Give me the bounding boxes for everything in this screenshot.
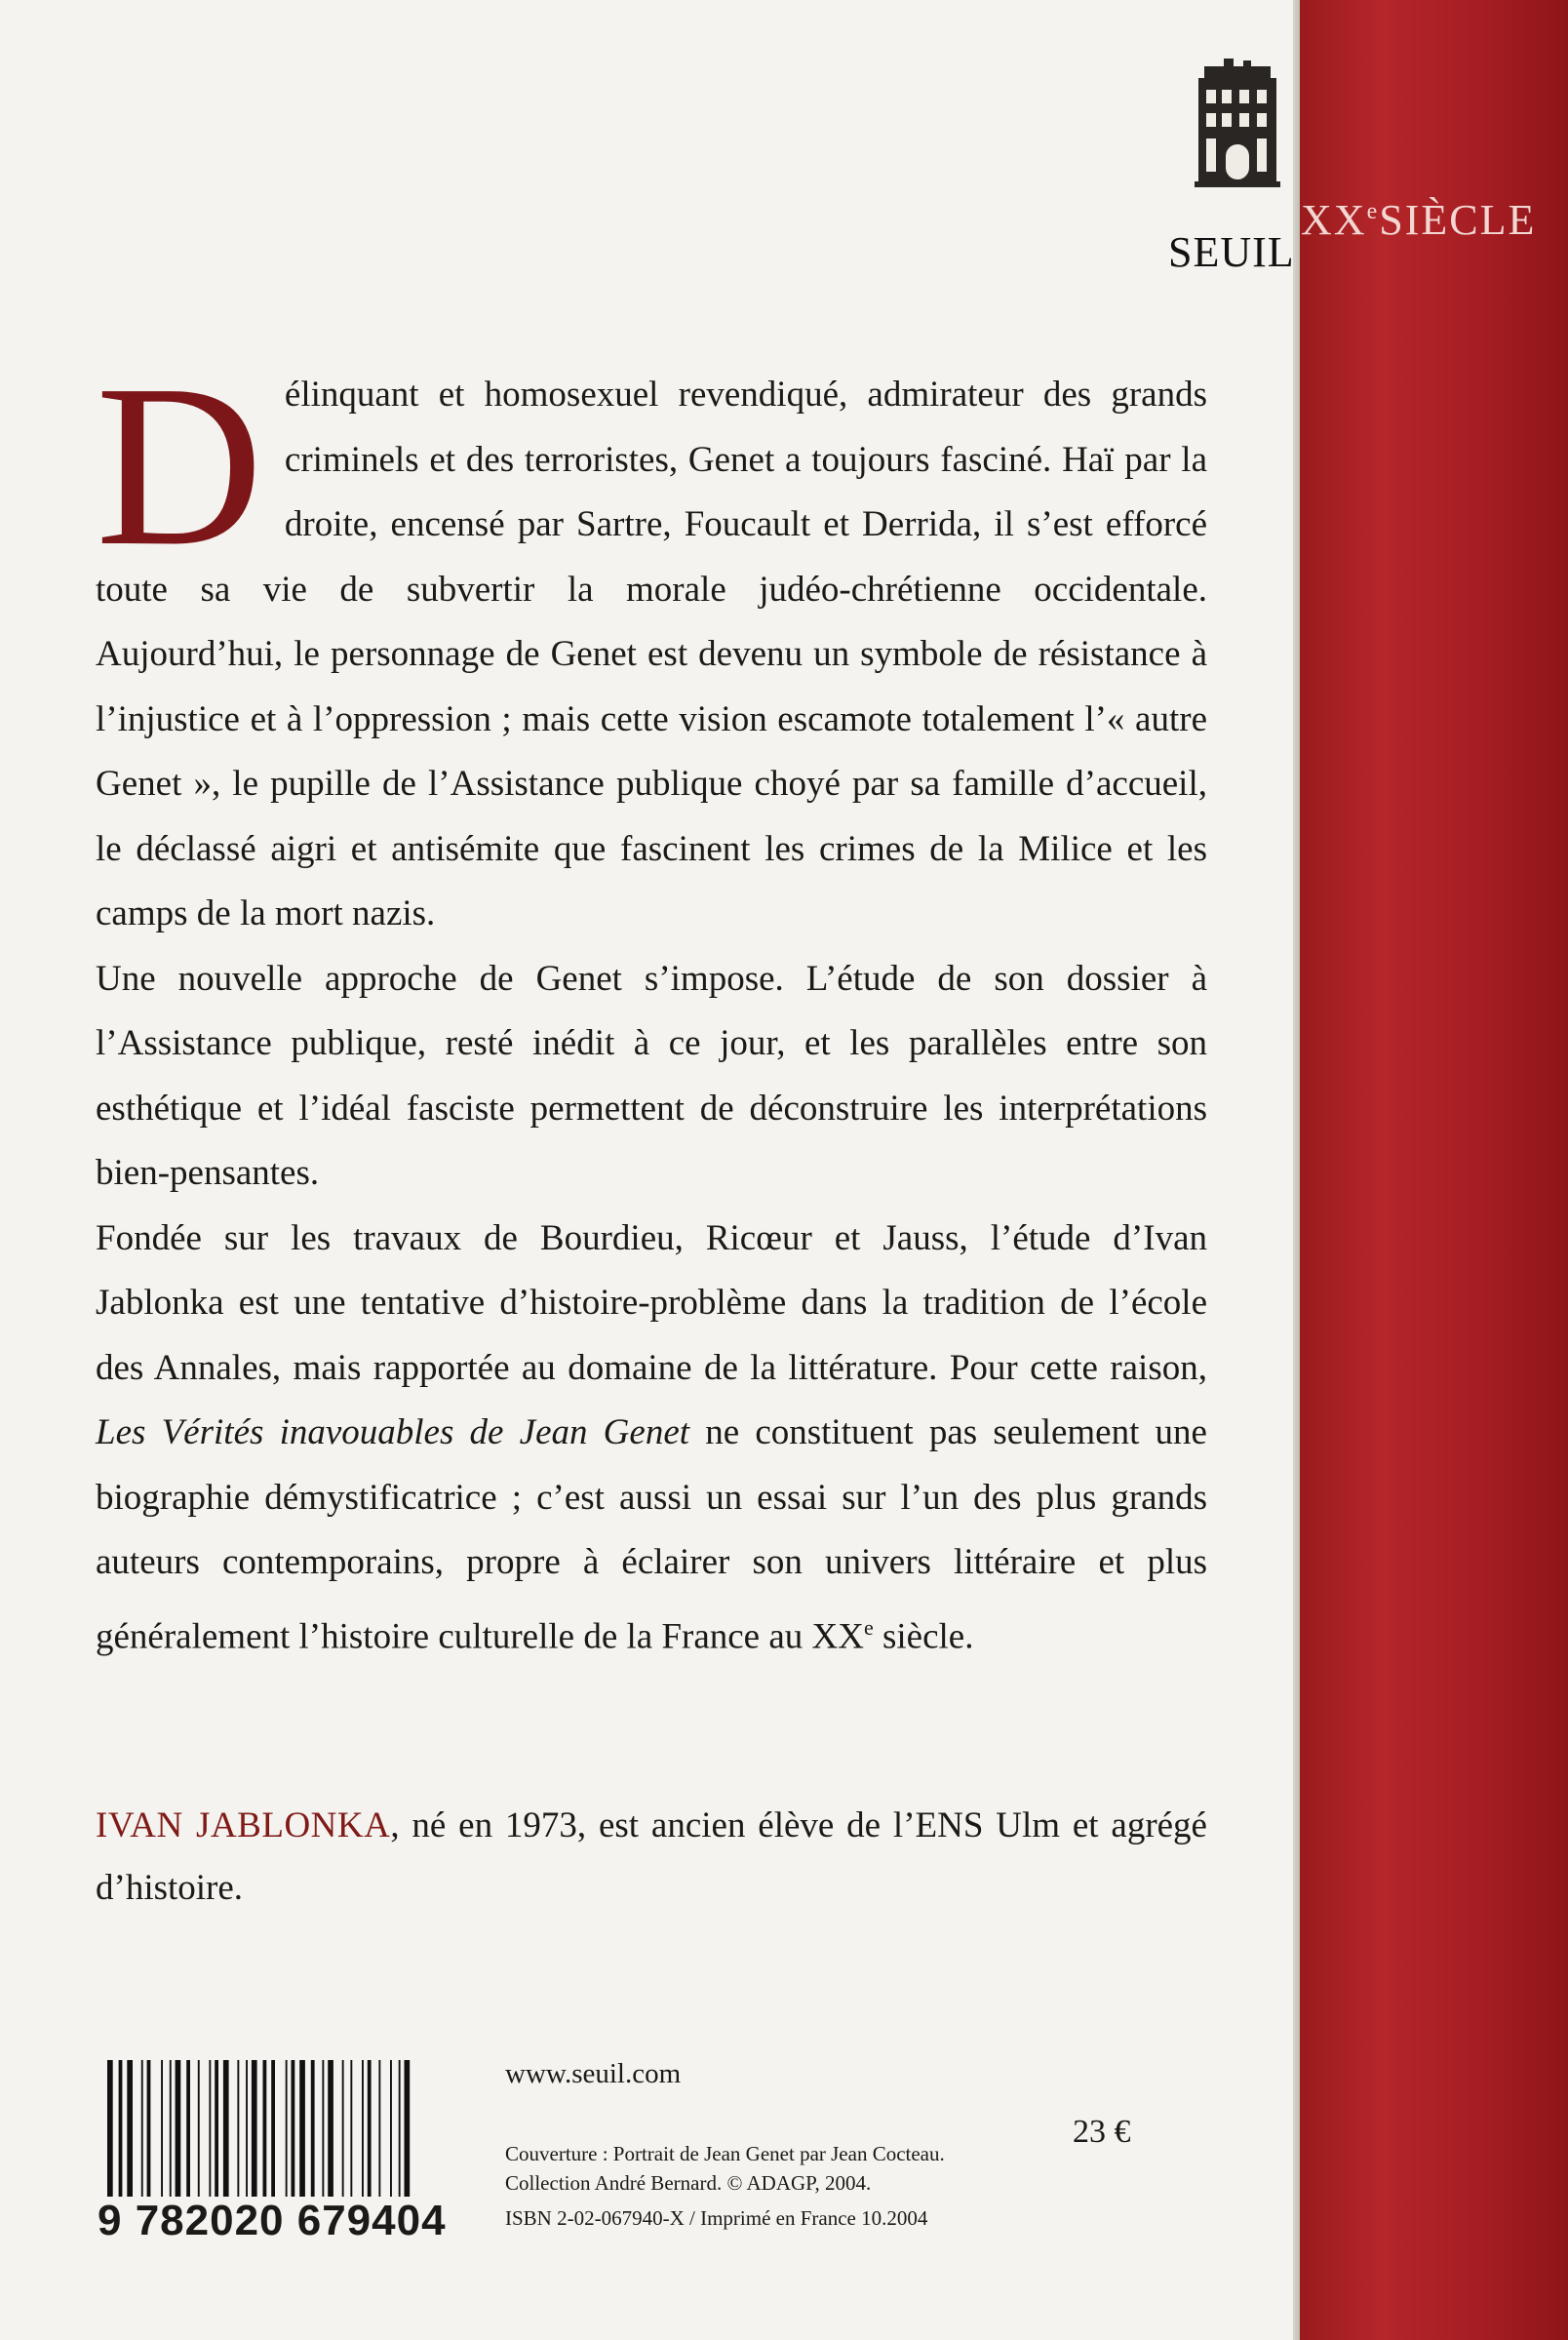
blurb-paragraph-3: Fondée sur les travaux de Bourdieu, Ricœur et Jauss, l’étude d’Ivan Jablonka est une tentative d’histoire-problème dans la tradition de l’école des Annales, mais rapportée au domaine de la littérature. Pour cette raison, Les Vérités inavouables de Jean Genet ne constituent pas seulement une biographie démystificatrice ; c’est aussi un essai sur l’un des plus grands auteurs contemporains, propre à éclairer son univers littéraire et plus généralement l’histoire culturelle de la France au XXe siècle. [96, 1217, 1207, 1656]
blurb [96, 337, 1207, 1669]
seuil-building-logo-icon [1195, 59, 1280, 191]
website-link[interactable]: www.seuil.com [505, 2058, 682, 2089]
isbn: ISBN 2-02-067940-X / Imprimé en France 10.2004 [505, 2206, 928, 2230]
barcode-bars [107, 2060, 466, 2197]
red-spine [1300, 0, 1568, 2340]
author-bio: IVAN JABLONKA, né en 1973, est ancien élève de l’ENS Ulm et agrégé d’histoire. [96, 1805, 1207, 1908]
author-name: IVAN JABLONKA [96, 1805, 391, 1845]
publisher-name: SEUIL [1168, 228, 1295, 276]
blurb-paragraph-2: Une nouvelle approche de Genet s’impose. L’étude de son dossier à l’Assistance publique, resté inédit à ce jour, et les parallèles entre son esthétique et l’idéal fasciste permettent de déconstruire les interprétations bien-pensantes. [96, 958, 1207, 1193]
barcode [98, 2060, 466, 2244]
price: 23 € [1073, 2114, 1131, 2150]
blurb-paragraph-1: Délinquant et homosexuel revendiqué, admirateur des grands criminels et des terroristes, Genet a toujours fasciné. Haï par la droite, encensé par Sartre, Foucault et Derrida, il s’est efforcé toute sa vie de subvertir la morale judéo-chrétienne occidentale. Aujourd’hui, le personnage de Genet est devenu un symbole de résistance à l’injustice et à l’oppression ; mais cette vision escamote totalement l’« autre Genet », le pupille de l’Assistance publique choyé par sa famille d’accueil, le déclassé aigri et antisémite que fascinent les crimes de la Milice et les camps de la mort nazis. [96, 337, 1207, 933]
cover-credits: Couverture : Portrait de Jean Genet par Jean Cocteau. Collection André Bernard. © ADAGP, 2004. [505, 2142, 945, 2195]
barcode-number: 9 782020 679404 [98, 2197, 447, 2244]
book-title: Les Vérités inavouables de Jean Genet [96, 1412, 690, 1452]
drop-cap: D [96, 337, 263, 594]
series-name: XXeSIÈCLE [1301, 196, 1537, 244]
